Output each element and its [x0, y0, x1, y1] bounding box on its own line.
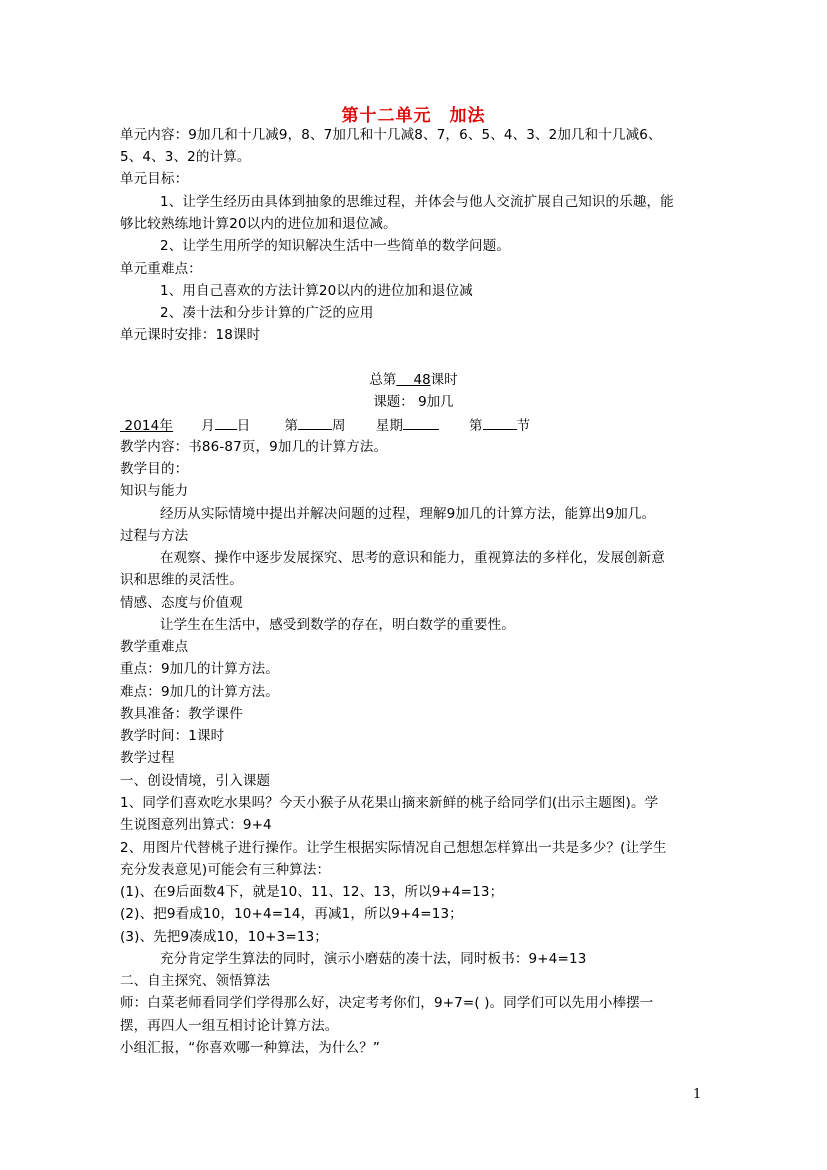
method-3: (3)、先把9凑成10，10+3=13； [120, 929, 328, 945]
teacher-line1: 师：白菜老师看同学们学得那么好，决定考考你们，9+7=( )。同学们可以先用小棒摆一 [120, 995, 654, 1011]
knowledge-heading: 知识与能力 [120, 483, 189, 499]
step1-item1-line2: 生说图意列出算式：9+4 [120, 817, 272, 833]
teaching-content: 教学内容：书86-87页，9加几的计算方法。 [120, 439, 388, 455]
key-point: 重点：9加几的计算方法。 [120, 661, 279, 677]
unit-title-topic: 加法 [449, 106, 486, 126]
difficult-point: 难点：9加几的计算方法。 [120, 684, 279, 700]
lesson-date-line: 2014年 月 日 第 周 星期 第 节 [120, 415, 530, 435]
group-report: 小组汇报，“你喜欢哪一种算法，为什么？” [120, 1040, 380, 1056]
affirm-text: 充分肯定学生算法的同时，演示小磨菇的凑十法，同时板书：9+4=13 [160, 951, 587, 967]
key-difficulty-heading: 教学重难点 [120, 639, 189, 655]
emotion-text: 让学生在生活中，感受到数学的存在，明白数学的重要性。 [160, 617, 515, 633]
unit-goal1-line1: 1、让学生经历由具体到抽象的思维过程，并体会与他人交流扩展自己知识的乐趣，能 [160, 194, 674, 210]
step1-item2-line2: 充分发表意见)可能会有三种算法： [120, 862, 331, 878]
lesson-total: 总第 48课时 [369, 372, 458, 388]
process-text-line1: 在观察、操作中逐步发展探究、思考的意识和能力，重视算法的多样化，发展创新意 [160, 550, 666, 566]
teaching-tools: 教具准备：教学课件 [120, 706, 243, 722]
step2-heading: 二、自主探究、领悟算法 [120, 973, 271, 989]
unit-key2: 2、凑十法和分步计算的广泛的应用 [160, 305, 374, 321]
method-2: (2)、把9看成10，10+4=14，再减1，所以9+4=13； [120, 906, 463, 922]
unit-title [0, 101, 827, 126]
method-1: (1)、在9后面数4下，就是10、11、12、13，所以9+4=13； [120, 884, 504, 900]
process-heading: 过程与方法 [120, 528, 189, 544]
unit-schedule: 单元课时安排：18课时 [120, 327, 261, 343]
unit-key-label: 单元重难点： [120, 261, 202, 277]
unit-goal1-line2: 够比较熟练地计算20以内的进位加和退位减。 [120, 216, 397, 232]
teaching-aims-heading: 教学目的： [120, 461, 189, 477]
lesson-topic: 课题： 9加几 [373, 394, 454, 410]
teacher-line2: 摆，再四人一组互相讨论计算方法。 [120, 1018, 339, 1034]
unit-content-line1: 单元内容：9加几和十几减9，8、7加几和十几减8、7，6、5、4、3、2加几和十几减6、 [120, 127, 662, 143]
date-year: 2014年 [124, 418, 174, 434]
step1-heading: 一、创设情境，引入课题 [120, 773, 271, 789]
unit-goals-label: 单元目标： [120, 171, 189, 187]
unit-goal2: 2、让学生用所学的知识解决生活中一些简单的数学问题。 [160, 238, 510, 254]
unit-title-number: 第十二单元 [341, 106, 432, 126]
step1-item2-line1: 2、用图片代替桃子进行操作。让学生根据实际情况自己想想怎样算出一共是多少？(让学生 [120, 840, 667, 856]
unit-key1: 1、用自己喜欢的方法计算20以内的进位加和退位减 [160, 283, 473, 299]
teaching-time: 教学时间：1课时 [120, 728, 225, 744]
knowledge-text: 经历从实际情境中提出并解决问题的过程，理解9加几的计算方法，能算出9加几。 [160, 506, 656, 522]
unit-content-line2: 5、4、3、2的计算。 [120, 149, 251, 165]
process-text-line2: 识和思维的灵活性。 [120, 572, 243, 588]
page-number: 1 [693, 1087, 702, 1102]
step1-item1-line1: 1、同学们喜欢吃水果吗？今天小猴子从花果山摘来新鲜的桃子给同学们(出示主题图)。学 [120, 795, 659, 811]
emotion-heading: 情感、态度与价值观 [120, 595, 243, 611]
lesson-total-number: 48 [413, 372, 431, 388]
teaching-process-heading: 教学过程 [120, 750, 175, 766]
